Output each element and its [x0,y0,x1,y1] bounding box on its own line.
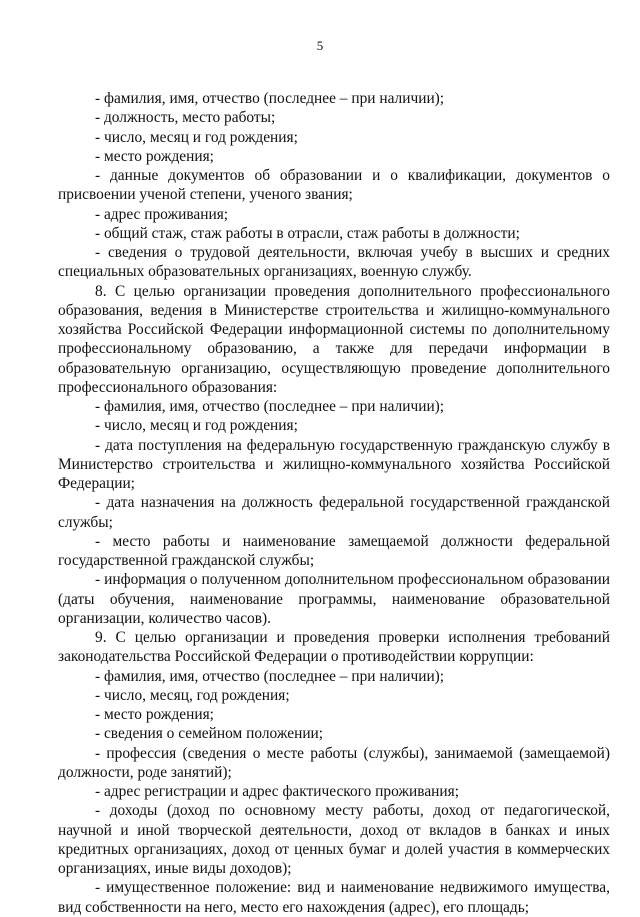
paragraph: - профессия (сведения о месте работы (службы), занимаемой (замещаемой) должности, роде занятий); [58,744,610,781]
paragraph: - сведения о трудовой деятельности, включая учебу в высших и средних специальных образовательных организациях, военную службу. [58,244,610,281]
paragraph: - адрес регистрации и адрес фактического проживания; [95,783,459,800]
paragraph: - число, месяц, год рождения; [95,686,290,704]
paragraph: - доходы (доход по основному месту работы, доход от педагогической, научной и иной творческой деятельности, доход от вкладов в банках и иных кредитных организациях, доход от ценных бумаг и долей участия в коммерческих организациях, иные виды доходов); [58,802,610,877]
page-number: 5 [316,38,324,53]
paragraph: - число, месяц и год рождения; [95,417,298,435]
paragraph: - имущественное положение: вид и наименование недвижимого имущества, вид собственности на него, место его нахождения (адрес), его площадь; [58,879,610,916]
paragraph: - информация о полученном дополнительном профессиональном образовании (даты обучения, наименование программы, наименование образовательной организации, количество часов). [58,571,610,627]
document-body [58,89,610,917]
paragraph: 8. С целью организации проведения дополнительного профессионального образования, ведения в Министерстве строительства и жилищно-коммунального хозяйства Российской Федерации информационной системы по дополнительному профессиональному образованию, а также для передачи информации в образовательную организацию, осуществляющую проведение дополнительного профессионального образования: [58,282,610,396]
paragraph: - число, месяц и год рождения; [95,128,298,146]
paragraph: - адрес проживания; [95,205,229,223]
paragraph: - фамилия, имя, отчество (последнее – при наличии); [95,90,445,107]
paragraph: - сведения о семейном положении; [95,725,324,743]
paragraph: - дата поступления на федеральную государственную гражданскую службу в Министерство строительства и жилищно-коммунального хозяйства Российской Федерации; [58,436,610,492]
paragraph: - данные документов об образовании и о квалификации, документов о присвоении ученой степени, ученого звания; [58,167,610,204]
paragraph: - фамилия, имя, отчество (последнее – при наличии); [95,398,445,415]
paragraph: - дата назначения на должность федеральной государственной гражданской службы; [58,494,610,531]
paragraph: - должность, место работы; [95,109,276,127]
paragraph: - место рождения; [95,147,214,165]
paragraph: - место работы и наименование замещаемой должности федеральной государственной гражданской службы; [58,532,610,569]
paragraph: 9. С целью организации и проведения проверки исполнения требований законодательства Российской Федерации о противодействии коррупции: [58,629,610,666]
paragraph: - место рождения; [95,706,214,723]
paragraph: - общий стаж, стаж работы в отрасли, стаж работы в должности; [95,224,520,242]
paragraph: - фамилия, имя, отчество (последнее – при наличии); [95,667,445,685]
